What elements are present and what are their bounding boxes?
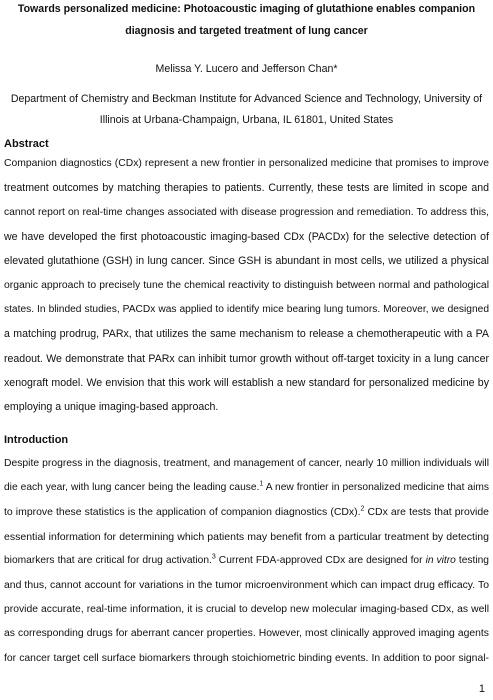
abstract-line: employing a unique imaging-based approach.	[4, 401, 219, 413]
abstract-heading: Abstract	[4, 138, 49, 150]
paper-title-line-2: diagnosis and targeted treatment of lung cancer	[125, 25, 368, 37]
intro-line: provide accurate, real-time information, it is crucial to develop new molecular imaging-based CDx, as well	[4, 604, 489, 615]
page-number: 1	[478, 683, 485, 695]
abstract-line: xenograft model. We envision that this work will establish a new standard for personalized medicine by	[4, 377, 489, 389]
intro-line: and thus, cannot account for variations in the tumor microenvironment which can impact drug efficacy. To	[4, 580, 489, 591]
abstract-line: we have developed the first photoacoustic imaging-based CDx (PACDx) for the selective detection of	[4, 231, 489, 243]
introduction-heading: Introduction	[4, 434, 69, 446]
citation-superscript: 1	[259, 480, 264, 488]
abstract-line: states. In blinded studies, PACDx was applied to identify mice bearing lung tumors. Moreover, we designed	[4, 304, 489, 315]
affiliation-line-2: Illinois at Urbana-Champaign, Urbana, IL 61801, United States	[99, 114, 394, 126]
citation-superscript: 2	[360, 505, 365, 513]
intro-line: biomarkers that are critical for drug activation.$^3$ Current FDA-approved CDx are designed for in vitro testing	[4, 553, 489, 566]
intro-line: for cancer target cell surface biomarkers through stoichiometric binding events. In addition to poor signal-	[4, 653, 489, 664]
authors: Melissa Y. Lucero and Jefferson Chan*	[155, 63, 338, 75]
italic-text: in vitro	[425, 555, 456, 566]
intro-line: Despite progress in the diagnosis, treatment, and management of cancer, nearly 10 million individuals will	[4, 458, 489, 469]
intro-line: die each year, with lung cancer being the leading cause.$^1$ A new frontier in personalized medicine that aims	[4, 480, 489, 493]
abstract-line: elevated glutathione (GSH) in lung cancer. Since GSH is abundant in most cells, we utilized a physical	[4, 255, 489, 267]
abstract-line: cannot report on real-time changes associated with disease progression and remediation. To address this,	[4, 207, 489, 218]
abstract-line: organic approach to precisely tune the chemical reactivity to distinguish between normal and pathological	[4, 280, 489, 291]
intro-line: to improve these statistics is the application of companion diagnostics (CDx).$^2$ CDx are tests that provide	[4, 505, 489, 518]
abstract-line: a matching prodrug, PARx, that utilizes the same mechanism to release a chemotherapeutic with a PA	[4, 328, 489, 340]
intro-line: essential information for determining which patients may benefit from a particular treatment by detecting	[4, 531, 489, 543]
abstract-line: Companion diagnostics (CDx) represent a new frontier in personalized medicine that promises to improve	[4, 158, 489, 169]
citation-superscript: 3	[211, 553, 216, 561]
intro-line: as corresponding drugs for aberrant cancer properties. However, most clinically approved imaging agents	[4, 628, 489, 639]
abstract-line: treatment outcomes by matching therapies to patients. Currently, these tests are limited in scope and	[4, 182, 489, 194]
paper-title-line-1: Towards personalized medicine: Photoacoustic imaging of glutathione enables companion	[17, 3, 476, 15]
abstract-line: readout. We demonstrate that PARx can inhibit tumor growth without off-target toxicity in a lung cancer	[4, 353, 489, 365]
affiliation-line-1: Department of Chemistry and Beckman Institute for Advanced Science and Technology, University of	[10, 93, 483, 105]
